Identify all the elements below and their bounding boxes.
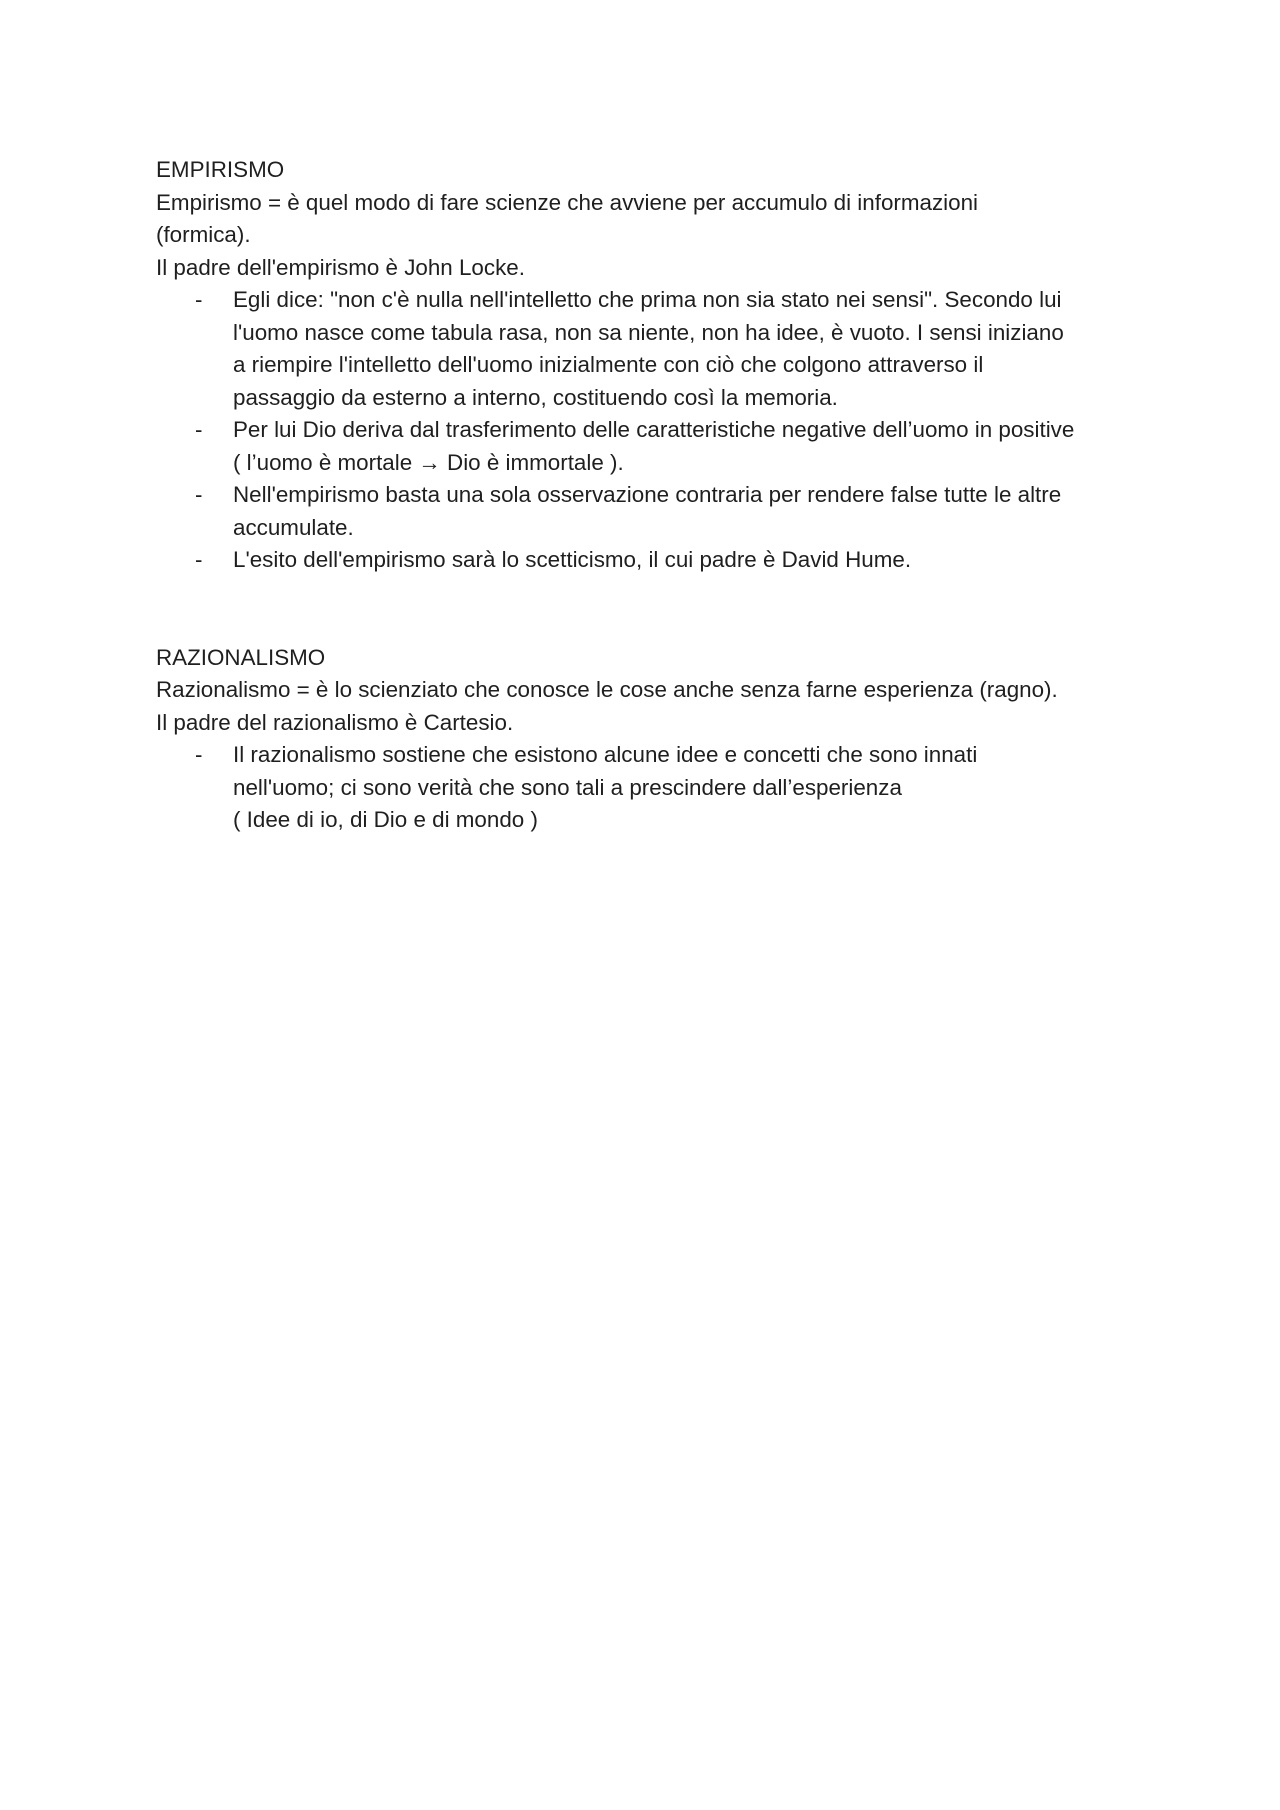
bullet-dash: -	[195, 287, 203, 312]
section-spacer	[156, 577, 1136, 642]
document-page	[156, 154, 1136, 837]
section-razionalismo	[156, 642, 1136, 837]
list-item-line: accumulate.	[233, 514, 354, 540]
section-empirismo	[156, 154, 1136, 577]
section-title: EMPIRISMO	[156, 157, 285, 182]
list-item	[156, 479, 1136, 544]
father-line: Il padre dell'empirismo è John Locke.	[156, 254, 525, 280]
list-item	[156, 544, 1136, 577]
list-item-line: L'esito dell'empirismo sarà lo scetticismo, il cui padre è David Hume.	[233, 547, 912, 572]
definition-line: Empirismo = è quel modo di fare scienze che avviene per accumulo di informazioni	[156, 189, 979, 215]
bullet-dash: -	[195, 742, 203, 767]
definition-line: (formica).	[156, 222, 251, 247]
list-item-line: a riempire l'intelletto dell'uomo inizialmente con ciò che colgono attraverso il	[233, 352, 984, 377]
definition-line: Razionalismo = è lo scienziato che conosce le cose anche senza farne esperienza (ragno).	[156, 677, 1058, 702]
list-item-line: ( Idee di io, di Dio e di mondo )	[233, 807, 538, 832]
section-title: RAZIONALISMO	[156, 644, 326, 670]
list-item-line: Egli dice: "non c'è nulla nell'intelletto che prima non sia stato nei sensi". Secondo lui	[233, 287, 1062, 312]
list-item	[156, 739, 1136, 837]
list-item-line: nell'uomo; ci sono verità che sono tali a prescindere dall’esperienza	[233, 774, 902, 800]
list-item-line: Per lui Dio deriva dal trasferimento delle caratteristiche negative dell’uomo in positive	[233, 417, 1075, 442]
bullet-list	[156, 739, 1136, 837]
list-item	[156, 284, 1136, 414]
list-item-line: ( l’uomo è mortale → Dio è immortale ).	[233, 449, 624, 475]
bullet-dash: -	[195, 547, 203, 572]
father-line: Il padre del razionalismo è Cartesio.	[156, 709, 514, 735]
bullet-dash: -	[195, 482, 203, 507]
list-item-line: l'uomo nasce come tabula rasa, non sa niente, non ha idee, è vuoto. I sensi iniziano	[233, 319, 1064, 345]
list-item-line: Nell'empirismo basta una sola osservazione contraria per rendere false tutte le altre	[233, 482, 1062, 507]
bullet-list	[156, 284, 1136, 577]
list-item	[156, 414, 1136, 479]
list-item-line: Il razionalismo sostiene che esistono alcune idee e concetti che sono innati	[233, 742, 978, 767]
list-item-line: passaggio da esterno a interno, costituendo così la memoria.	[233, 384, 838, 410]
bullet-dash: -	[195, 417, 203, 442]
